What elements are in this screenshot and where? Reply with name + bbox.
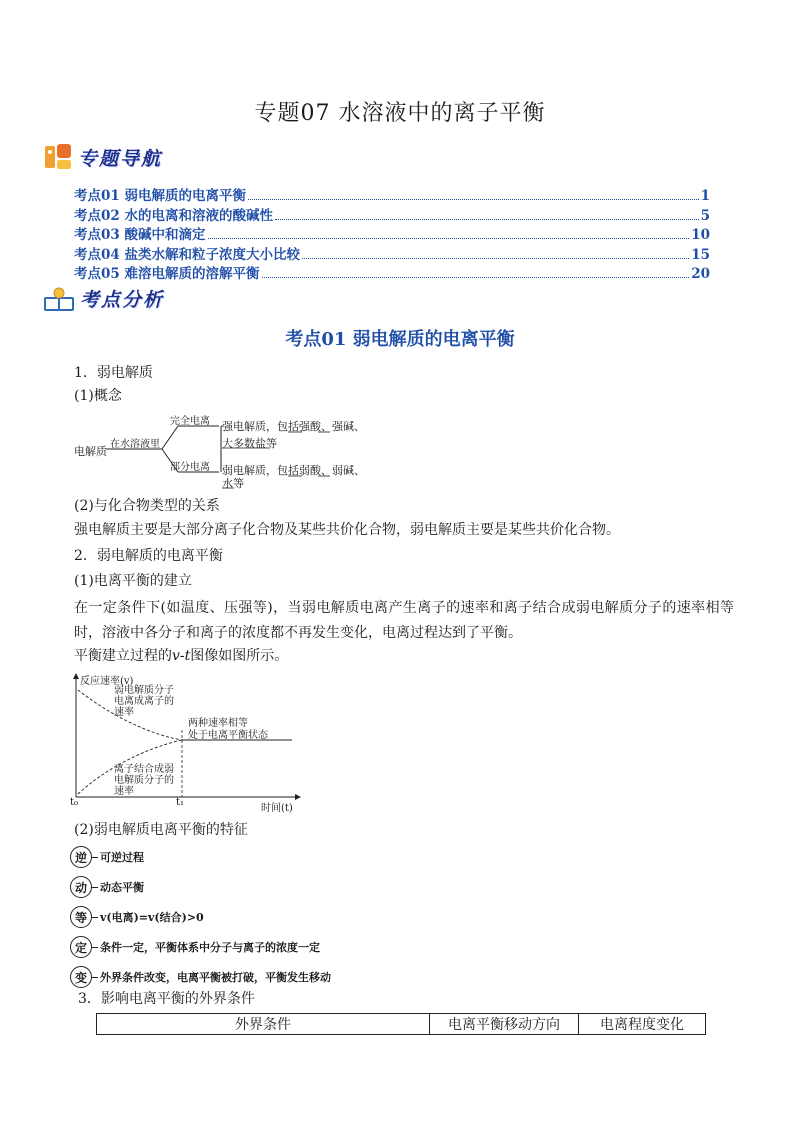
t0-label: t₀ <box>70 797 79 808</box>
heading-2-2: (2)弱电解质电离平衡的特征 <box>74 822 248 838</box>
conditions-table <box>96 1013 706 1035</box>
electrolyte-concept-diagram <box>74 408 404 490</box>
toc-item[interactable]: 考点02 水的电离和溶液的酸碱性 5 <box>74 207 710 224</box>
x-axis-label: 时间(t) <box>261 803 293 814</box>
guide-icon <box>44 143 72 171</box>
table-header-row <box>97 1014 706 1035</box>
concept-partial: 部分电离 <box>170 462 210 473</box>
toc-item[interactable]: 考点01 弱电解质的电离平衡 1 <box>74 188 710 204</box>
concept-weak-2: 水等 <box>222 477 244 490</box>
y-axis-label: 反应速率(v) <box>80 676 134 687</box>
concept-strong-2: 大多数盐等 <box>222 437 277 450</box>
toc-item[interactable]: 考点04 盐类水解和粒子浓度大小比较 15 <box>74 246 710 263</box>
analysis-banner: 考点分析 <box>44 285 164 312</box>
equilibrium-paragraph: 在一定条件下(如温度、压强等)，当弱电解质电离产生离子的速率和离子结合成弱电解质分子的速率相等时，溶液中各分子和离子的浓度都不再发生变化，电离过程达到了平衡。 <box>74 600 734 641</box>
header-condition: 外界条件 <box>97 1014 430 1035</box>
book-bulb-icon <box>44 286 74 312</box>
section-title: 考点01 弱电解质的电离平衡 <box>285 329 515 350</box>
concept-full: 完全电离 <box>170 416 210 427</box>
feature-item: 定 条件一定，平衡体系中分子与离子的浓度一定 <box>70 932 331 962</box>
header-degree: 电离程度变化 <box>579 1014 706 1035</box>
page-title: 专题07 水溶液中的离子平衡 <box>254 101 546 126</box>
table-of-contents <box>74 184 710 282</box>
heading-2-1: (1)电离平衡的建立 <box>74 573 192 589</box>
t1-label: t₁ <box>176 797 185 808</box>
concept-root: 电解质 <box>74 445 107 458</box>
feature-item: 变 外界条件改变，电离平衡被打破，平衡发生移动 <box>70 962 331 992</box>
relation-paragraph: 强电解质主要是大部分离子化合物及某些共价化合物，弱电解质主要是某些共价化合物。 <box>74 522 620 538</box>
nav-banner: 专题导航 <box>44 143 162 171</box>
features-list <box>70 842 331 992</box>
header-direction: 电离平衡移动方向 <box>430 1014 579 1035</box>
vt-graph <box>66 672 306 812</box>
concept-strong-1: 强电解质，包括强酸、强碱、 <box>222 420 365 433</box>
feature-item: 等 v(电离)=v(结合)>0 <box>70 902 331 932</box>
ionization-rate-label: 弱电解质分子 电离成离子的 速率 <box>114 685 174 718</box>
heading-2: 2．弱电解质的电离平衡 <box>74 548 223 564</box>
heading-3: 3．影响电离平衡的外界条件 <box>78 991 255 1007</box>
equilibrium-note: 两种速率相等 处于电离平衡状态 <box>188 718 268 741</box>
feature-item: 动 动态平衡 <box>70 872 331 902</box>
heading-1-1: (1)概念 <box>74 388 122 404</box>
heading-1: 1．弱电解质 <box>74 365 153 381</box>
concept-condition: 在水溶液里 <box>110 439 160 450</box>
heading-1-2: (2)与化合物类型的关系 <box>74 498 220 514</box>
toc-item[interactable]: 考点03 酸碱中和滴定 10 <box>74 227 710 243</box>
combination-rate-label: 离子结合成弱 电解质分子的 速率 <box>114 764 174 797</box>
toc-item[interactable]: 考点05 难溶电解质的溶解平衡 20 <box>74 266 710 282</box>
concept-weak-1: 弱电解质，包括弱酸、弱碱、 <box>222 464 365 477</box>
feature-item: 逆 可逆过程 <box>70 842 331 872</box>
vt-caption: 平衡建立过程的v-t图像如图所示。 <box>74 648 289 664</box>
